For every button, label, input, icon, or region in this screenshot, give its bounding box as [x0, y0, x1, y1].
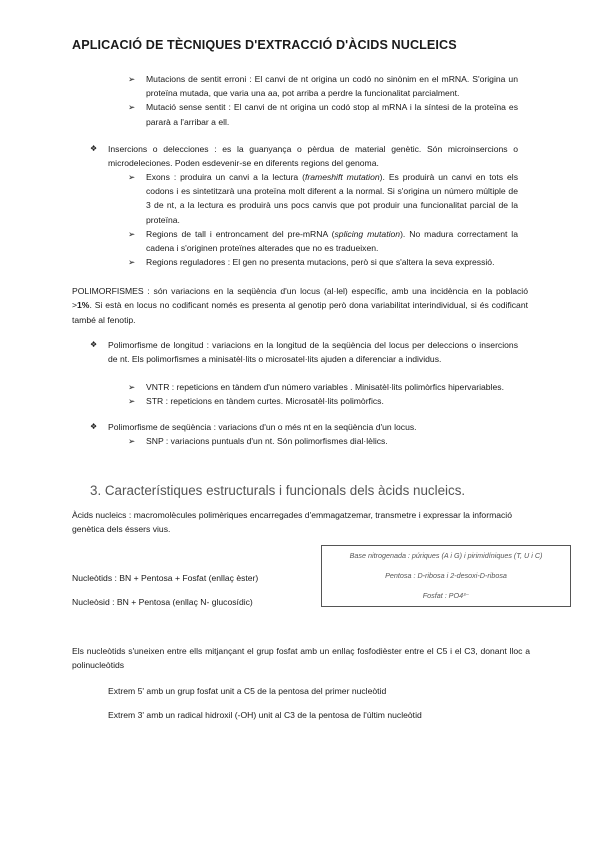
arrow-bullet-icon: ➢ — [128, 102, 136, 113]
extrem5-line: Extrem 5' amb un grup fosfat unit a C5 de la pentosa del primer nucleòtid — [108, 686, 387, 696]
list-item — [128, 255, 518, 269]
poli-sequencia-sublist — [128, 434, 518, 448]
section-heading: 3. Característiques estructurals i funcionals dels àcids nucleics. — [90, 483, 466, 498]
polimorfismes-paragraph: POLIMORFISMES : són variacions en la seqüència d'un locus (al·lel) específic, amb una incidència en la població >1%. Si està en locus no codificant només es presenta al genotip però dona variabilitat interindividual, si és codificant també al fenotip. — [72, 286, 528, 325]
poli-longitud-item — [90, 338, 518, 366]
arrow-bullet-icon: ➢ — [128, 382, 136, 392]
arrow-bullet-icon: ➢ — [128, 228, 136, 239]
nucleosid-line: Nucleòsid : BN + Pentosa (enllaç N- glucosídic) — [72, 597, 253, 607]
diamond-bullet-icon: ❖ — [90, 144, 98, 153]
nucleotids-line: Nucleòtids : BN + Pentosa + Fosfat (enllaç èster) — [72, 573, 259, 583]
poli-longitud-text: Polimorfisme de longitud : variacions en la longitud de la seqüència del locus per deleccions o insercions de nt. Els polimorfismes a minisatèl·lits o microsatel·lits ajuden a diferenciar a individus. — [108, 340, 518, 365]
box-line-pentosa: Pentosa : D-ribosa i 2-desoxi-D-ribosa — [385, 571, 507, 580]
diamond-bullet-icon: ❖ — [90, 340, 98, 349]
diamond-bullet-icon: ❖ — [90, 422, 98, 431]
box-line-base: Base nitrogenada : púriques (A i G) i pirimidíniques (T, U i C) — [349, 551, 543, 560]
list-item-text: Regions reguladores : El gen no presenta mutacions, però si que s'altera la seva expressió. — [146, 257, 495, 268]
arrow-bullet-icon: ➢ — [128, 172, 136, 182]
list-item-text: Regions de tall i entroncament del pre-mRNA (splicing mutation). No madura correctament la cadena i s'originen proteïnes alterades que no es tradueixen. — [146, 228, 519, 254]
arrow-bullet-icon: ➢ — [128, 74, 136, 84]
list-item — [128, 100, 518, 128]
insercions-text: Insercions o delecciones : es la guanyança o pèrdua de material genètic. Són microinsercions o microdeleciones. Poden esdevenir-se en diferents regions del genoma. — [108, 144, 518, 169]
list-item-text: Exons : produira un canvi a la lectura (frameshift mutation). Es produirà un canvi en tots els codons i es sintetitzarà una proteïna molt diferent a la normal. Si s'origina un número múltiple de 3 de nt, a la lectura es produirà uns pocs canvis que pot produir una funcionalitat parcial de la proteïna. — [146, 172, 518, 225]
arrow-bullet-icon: ➢ — [128, 396, 136, 407]
mutation-list — [128, 72, 518, 129]
insercions-item — [90, 142, 518, 170]
union-paragraph: Els nucleòtids s'uneixen entre ells mitjançant el grup fosfat amb un enllaç fosfodièster entre el C5 i el C3, donant lloc a polinucleòtids — [72, 646, 530, 671]
arrow-bullet-icon: ➢ — [128, 257, 136, 268]
list-item-text: STR : repeticions en tàndem curtes. Microsatèl·lits polimòrfics. — [146, 396, 384, 407]
list-item — [128, 380, 518, 394]
poli-longitud-sublist — [128, 380, 518, 408]
list-item — [128, 227, 518, 255]
poli-sequencia-item — [90, 420, 518, 434]
arrow-bullet-icon: ➢ — [128, 436, 136, 446]
components-box — [321, 545, 571, 607]
box-line-fosfat: Fosfat : PO4³⁻ — [422, 591, 470, 600]
list-item — [128, 170, 518, 227]
insercions-sublist — [128, 170, 518, 269]
poli-sequencia-text: Polimorfisme de seqüència : variacions d'un o més nt en la seqüència d'un locus. — [108, 422, 417, 432]
list-item-text: SNP : variacions puntuals d'un nt. Són polimorfismes dial·lèlics. — [146, 436, 388, 446]
page-title: APLICACIÓ DE TÈCNIQUES D'EXTRACCIÓ D'ÀCIDS NUCLEICS — [72, 38, 457, 52]
list-item — [128, 394, 518, 408]
extrem3-line: Extrem 3' amb un radical hidroxil (-OH) unit al C3 de la pentosa de l'últim nucleòtid — [108, 710, 422, 720]
acids-paragraph: Àcids nucleics : macromolècules polimèriques encarregades d'emmagatzemar, transmetre i expressar la informació genètica dels éssers vius. — [72, 510, 512, 535]
list-item-text: VNTR : repeticions en tàndem d'un número variables . Minisatèl·lits polimòrfics hipervariables. — [146, 382, 504, 392]
list-item-text: Mutació sense sentit : El canvi de nt origina un codó stop al mRNA i la síntesi de la proteïna es pararà a l'arribar a ell. — [146, 102, 518, 127]
list-item-text: Mutacions de sentit erroni : El canvi de nt origina un codó no sinònim en el mRNA. S'origina un proteïna mutada, que varia una aa, pot arriba a perdre la funcionalitat parcialment. — [146, 74, 518, 99]
list-item — [128, 72, 518, 100]
list-item — [128, 434, 518, 448]
